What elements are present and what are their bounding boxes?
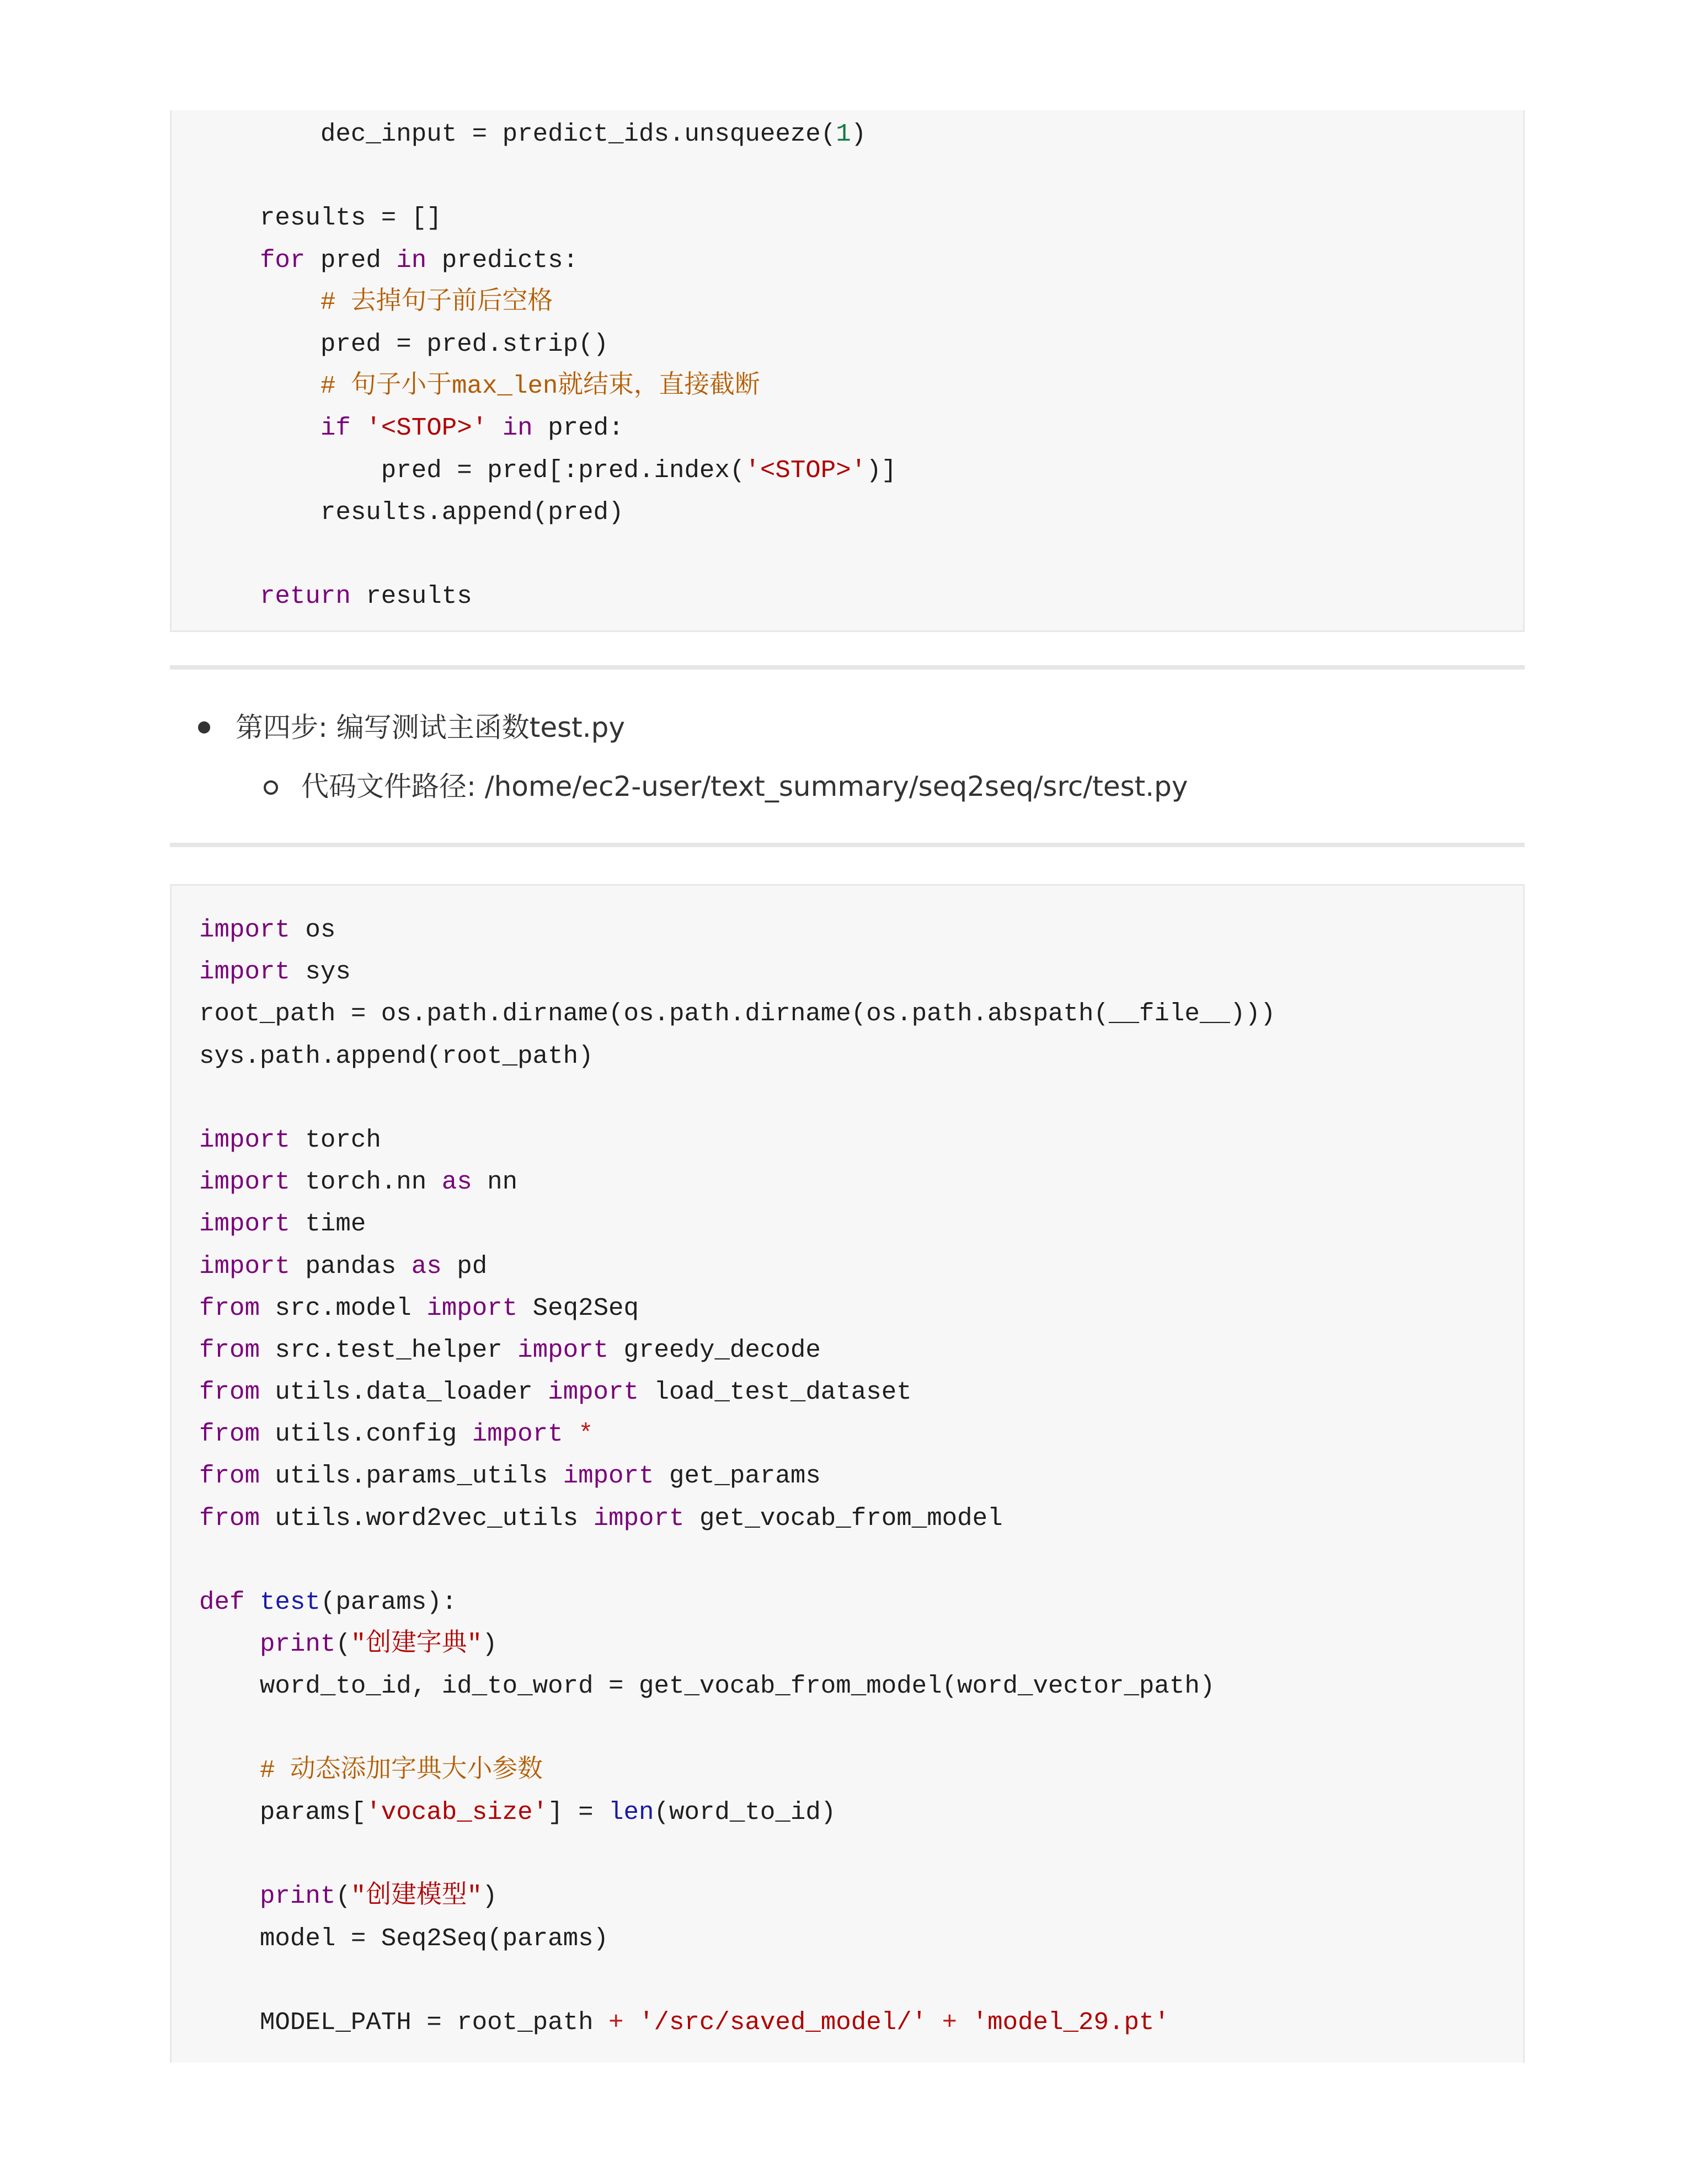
code-token — [199, 246, 260, 275]
code-block-test-py — [170, 884, 1525, 2063]
code-token: # 去掉句子前后空格 — [320, 287, 553, 317]
code-token: nn — [472, 1168, 518, 1197]
code-token: as — [411, 1251, 442, 1281]
code-token: + — [942, 2008, 958, 2037]
horizontal-rule — [170, 843, 1525, 847]
code-token: 'vocab_size' — [366, 1797, 548, 1827]
code-token: utils.params_utils — [259, 1462, 563, 1491]
code-token — [244, 1588, 259, 1616]
code-token: pred: — [532, 414, 624, 443]
horizontal-rule — [170, 665, 1525, 670]
code-token: torch.nn — [290, 1168, 442, 1197]
code-line — [199, 365, 896, 407]
code-token: '<STOP>' — [366, 414, 488, 443]
code-token: params[ — [199, 1797, 366, 1827]
code-line — [199, 1875, 1275, 1917]
code-token: from — [199, 1503, 260, 1533]
code-token: # 句子小于max_len就结束，直接截断 — [320, 372, 760, 401]
code-token — [957, 2008, 972, 2037]
bullet-disc-icon — [198, 721, 210, 734]
code-token: pred = pred.strip() — [199, 329, 609, 358]
code-line — [199, 1665, 1275, 1707]
code-token: from — [199, 1293, 260, 1323]
code-token: ) — [482, 1882, 498, 1911]
code-token: sys — [290, 957, 351, 987]
code-token: from — [199, 1420, 260, 1449]
code-line — [199, 1287, 1275, 1329]
code-line — [199, 323, 896, 365]
code-token: utils.word2vec_utils — [259, 1503, 594, 1533]
code-token: word_to_id, id_to_word = get_vocab_from_model(word_vector_path) — [199, 1672, 1215, 1701]
code-token: import — [426, 1293, 518, 1323]
code-token: load_test_dataset — [639, 1378, 912, 1407]
code-token: results — [350, 582, 472, 611]
code-token: results = [] — [199, 204, 442, 233]
code-line — [199, 1539, 1275, 1581]
code-line — [199, 491, 896, 533]
code-token: import — [472, 1420, 563, 1449]
code-line — [199, 1245, 1275, 1287]
code-line — [199, 1329, 1275, 1371]
code-line — [199, 1497, 1275, 1539]
code-line — [199, 1119, 1275, 1161]
code-token: pred = pred[:pred.index( — [199, 456, 745, 485]
code-token: for — [259, 245, 306, 275]
code-token: "创建字典" — [350, 1630, 482, 1659]
code-token: )] — [866, 456, 897, 485]
code-token: MODEL_PATH = root_path — [199, 2008, 609, 2037]
code-token: ( — [335, 1630, 351, 1659]
code-token — [199, 288, 320, 317]
code-line — [199, 1203, 1275, 1245]
code-token: import — [199, 1251, 290, 1281]
code-token — [199, 1756, 260, 1785]
code-line — [199, 1623, 1275, 1665]
code-token: utils.data_loader — [259, 1378, 548, 1407]
code-token: from — [199, 1462, 260, 1491]
code-lines — [199, 909, 1275, 2043]
code-token: src.test_helper — [259, 1335, 518, 1364]
code-token: get_vocab_from_model — [684, 1503, 1003, 1533]
code-line — [199, 197, 896, 239]
code-token: Seq2Seq — [517, 1293, 639, 1323]
code-token: * — [578, 1420, 594, 1449]
code-block-greedy-decode-tail — [170, 110, 1525, 632]
code-line — [199, 1035, 1275, 1077]
code-token — [624, 2008, 639, 2037]
code-token: get_params — [654, 1462, 821, 1491]
code-line — [199, 407, 896, 449]
code-token: return — [259, 582, 351, 611]
code-token: sys.path.append(root_path) — [199, 1041, 594, 1070]
code-token: from — [199, 1335, 260, 1364]
code-line — [199, 993, 1275, 1035]
code-token: pd — [441, 1251, 488, 1281]
code-line — [199, 1077, 1275, 1119]
code-token: greedy_decode — [608, 1335, 821, 1364]
code-line — [199, 1707, 1275, 1749]
code-token: predicts: — [426, 245, 579, 275]
code-token: results.append(pred) — [199, 497, 624, 527]
code-line — [199, 1581, 1275, 1623]
step4-label: 第四步: 编写测试主函数test.py — [236, 711, 625, 743]
code-token — [351, 414, 366, 442]
code-token: len — [608, 1797, 654, 1827]
code-line — [199, 533, 896, 575]
code-token: + — [608, 2008, 624, 2037]
code-token: import — [199, 1168, 290, 1197]
code-line — [199, 1749, 1275, 1791]
code-token: '/src/saved_model/' — [639, 2008, 927, 2037]
code-token — [563, 1420, 578, 1448]
code-line — [199, 1960, 1275, 2001]
code-token — [199, 414, 320, 442]
code-line — [199, 2001, 1275, 2043]
code-token: 'model_29.pt' — [972, 2008, 1169, 2037]
code-token: test — [259, 1588, 320, 1616]
code-line — [199, 909, 1275, 951]
code-token: pandas — [290, 1251, 412, 1281]
code-line — [199, 449, 896, 491]
code-token: print — [259, 1882, 336, 1911]
code-token: pred — [305, 245, 397, 275]
code-token: (params): — [320, 1588, 457, 1616]
code-token: import — [563, 1462, 654, 1491]
code-token: # 动态添加字典大小参数 — [259, 1755, 543, 1785]
code-token: 1 — [836, 120, 851, 148]
code-token: model = Seq2Seq(params) — [199, 1924, 609, 1953]
code-token — [199, 1630, 260, 1658]
code-line — [199, 1455, 1275, 1497]
code-token — [927, 2008, 942, 2037]
code-token: in — [396, 245, 427, 275]
code-token — [199, 582, 260, 611]
code-token — [199, 1882, 260, 1910]
code-line — [199, 155, 896, 197]
code-token: torch — [290, 1125, 381, 1154]
code-line — [199, 1833, 1275, 1875]
code-token: import — [593, 1503, 685, 1533]
code-token: root_path = os.path.dirname(os.path.dirname(os.path.abspath(__file__))) — [199, 999, 1276, 1029]
code-token: import — [548, 1378, 639, 1407]
code-token: in — [502, 414, 533, 443]
code-line — [199, 113, 896, 155]
step4-file-path: 代码文件路径: /home/ec2-user/text_summary/seq2seq/src/test.py — [301, 770, 1188, 802]
code-line — [199, 1918, 1275, 1960]
code-token: from — [199, 1378, 260, 1407]
code-token: import — [517, 1335, 609, 1364]
code-token: dec_input = predict_ids.unsqueeze( — [199, 120, 836, 148]
code-lines — [199, 113, 896, 617]
code-line — [199, 575, 896, 617]
code-token: import — [199, 957, 290, 987]
code-token: print — [259, 1630, 336, 1659]
code-line — [199, 1371, 1275, 1413]
code-line — [199, 1791, 1275, 1833]
code-token: ] = — [548, 1797, 609, 1827]
code-line — [199, 1161, 1275, 1203]
code-token: ( — [335, 1882, 351, 1911]
code-token: import — [199, 1209, 290, 1239]
code-token: ) — [482, 1630, 498, 1659]
code-line — [199, 951, 1275, 993]
code-token: '<STOP>' — [745, 456, 867, 485]
code-line — [199, 1413, 1275, 1455]
code-token: def — [199, 1588, 245, 1616]
code-token: import — [199, 916, 290, 944]
code-token: import — [199, 1125, 290, 1154]
bullet-circle-icon — [264, 780, 278, 795]
code-token — [199, 372, 320, 400]
code-token: utils.config — [259, 1420, 472, 1449]
code-line — [199, 239, 896, 281]
code-token: "创建模型" — [350, 1882, 482, 1911]
code-line — [199, 281, 896, 323]
code-token: ) — [851, 120, 867, 148]
code-token: as — [441, 1168, 472, 1197]
code-token: if — [320, 414, 351, 443]
code-token: time — [290, 1209, 366, 1239]
code-token: os — [290, 916, 336, 944]
code-token: src.model — [259, 1293, 427, 1323]
code-token: (word_to_id) — [654, 1797, 836, 1827]
code-token — [487, 414, 502, 442]
